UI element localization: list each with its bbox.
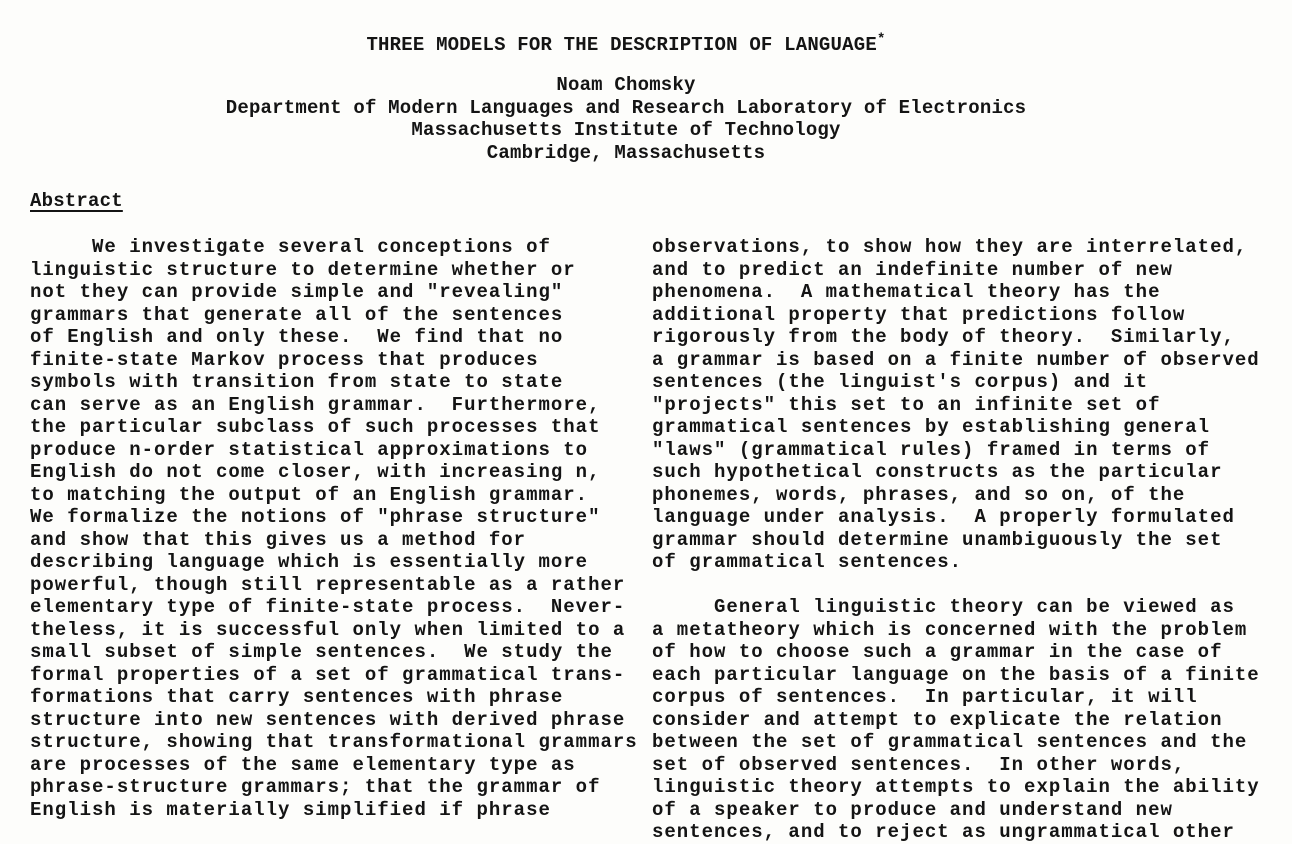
text-line: of English and only these. We find that no — [30, 326, 564, 348]
text-line: linguistic structure to determine whether or — [30, 258, 576, 281]
text-line: formations that carry sentences with phrase — [30, 686, 564, 708]
text-line: corpus of sentences. In particular, it will — [652, 686, 1198, 708]
text-line: of grammatical sentences. — [652, 551, 963, 573]
text-line: and to predict an indefinite number of new — [652, 258, 1173, 281]
text-line: are processes of the same elementary type as — [30, 753, 576, 776]
text-line: observations, to show how they are interrelated, — [652, 236, 1248, 258]
text-line: "laws" (grammatical rules) framed in terms of — [652, 438, 1211, 461]
text-line: the particular subclass of such processes that — [30, 416, 601, 438]
text-line: English do not come closer, with increasing n, — [30, 461, 601, 483]
paper-header — [26, 31, 1226, 164]
text-line: grammatical sentences by establishing general — [652, 416, 1211, 438]
text-line: elementary type of finite-state process. Never- — [30, 596, 626, 618]
text-line: We formalize the notions of "phrase structure" — [30, 506, 601, 528]
text-line: rigorously from the body of theory. Similarly, — [652, 326, 1235, 348]
text-line: to matching the output of an English grammar. — [30, 483, 589, 506]
text-line: a metatheory which is concerned with the problem — [652, 618, 1248, 641]
text-line: such hypothetical constructs as the particular — [652, 461, 1223, 483]
text-line: grammar should determine unambiguously the set — [652, 528, 1223, 551]
text-line: describing language which is essentially more — [30, 551, 589, 573]
page-title — [26, 31, 1226, 56]
text-line: English is materially simplified if phrase — [30, 798, 551, 821]
text-line: sentences, and to reject as ungrammatical other — [652, 821, 1235, 843]
text-line: phrase-structure grammars; that the grammar of — [30, 776, 601, 798]
text-line: small subset of simple sentences. We study the — [30, 641, 613, 663]
text-line: and show that this gives us a method for — [30, 528, 527, 551]
abstract-heading: Abstract — [30, 190, 123, 212]
text-line: a grammar is based on a finite number of observed — [652, 348, 1260, 371]
text-line: phonemes, words, phrases, and so on, of the — [652, 483, 1186, 506]
author-name: Noam Chomsky — [556, 74, 696, 96]
text-line: set of observed sentences. In other words, — [652, 753, 1186, 776]
affiliation-line: Department of Modern Languages and Research Laboratory of Electronics — [225, 96, 1027, 119]
text-line: linguistic theory attempts to explain the ability — [652, 776, 1260, 798]
text-line: structure, showing that transformational grammars — [30, 731, 638, 753]
text-line: General linguistic theory can be viewed as — [652, 596, 1235, 618]
text-line: "projects" this set to an infinite set of — [652, 393, 1161, 416]
text-line — [652, 574, 1292, 597]
text-line: additional property that predictions follow — [652, 303, 1186, 326]
text-line: language under analysis. A properly formulated — [652, 506, 1235, 528]
text-line: each particular language on the basis of a finite — [652, 663, 1260, 686]
text-line: not they can provide simple and "revealing" — [30, 281, 564, 303]
affiliation-line: Cambridge, Massachusetts — [486, 141, 766, 164]
text-line: of a speaker to produce and understand new — [652, 798, 1173, 821]
page-title-text: THREE MODELS FOR THE DESCRIPTION OF LANGUAGE — [366, 34, 877, 56]
text-line: sentences (the linguist's corpus) and it — [652, 371, 1149, 393]
abstract-column-left — [30, 236, 660, 821]
affiliation-block — [26, 97, 1226, 165]
text-line: theless, it is successful only when limited to a — [30, 618, 626, 641]
text-line: can serve as an English grammar. Furthermore, — [30, 393, 601, 416]
text-line: of how to choose such a grammar in the case of — [652, 641, 1223, 663]
text-line: structure into new sentences with derived phrase — [30, 708, 626, 731]
text-line: phenomena. A mathematical theory has the — [652, 281, 1161, 303]
text-line: We investigate several conceptions of — [30, 236, 551, 258]
text-line: between the set of grammatical sentences and the — [652, 731, 1248, 753]
text-line: finite-state Markov process that produces — [30, 348, 539, 371]
text-line: produce n-order statistical approximations to — [30, 438, 589, 461]
text-line: powerful, though still representable as a rather — [30, 573, 626, 596]
text-line: consider and attempt to explicate the relation — [652, 708, 1223, 731]
text-line: grammars that generate all of the sentences — [30, 303, 564, 326]
text-line: symbols with transition from state to state — [30, 371, 564, 393]
affiliation-line: Massachusetts Institute of Technology — [411, 119, 841, 141]
footnote-asterisk: * — [876, 31, 886, 48]
abstract-column-right — [652, 236, 1292, 844]
text-line: formal properties of a set of grammatical trans- — [30, 663, 626, 686]
